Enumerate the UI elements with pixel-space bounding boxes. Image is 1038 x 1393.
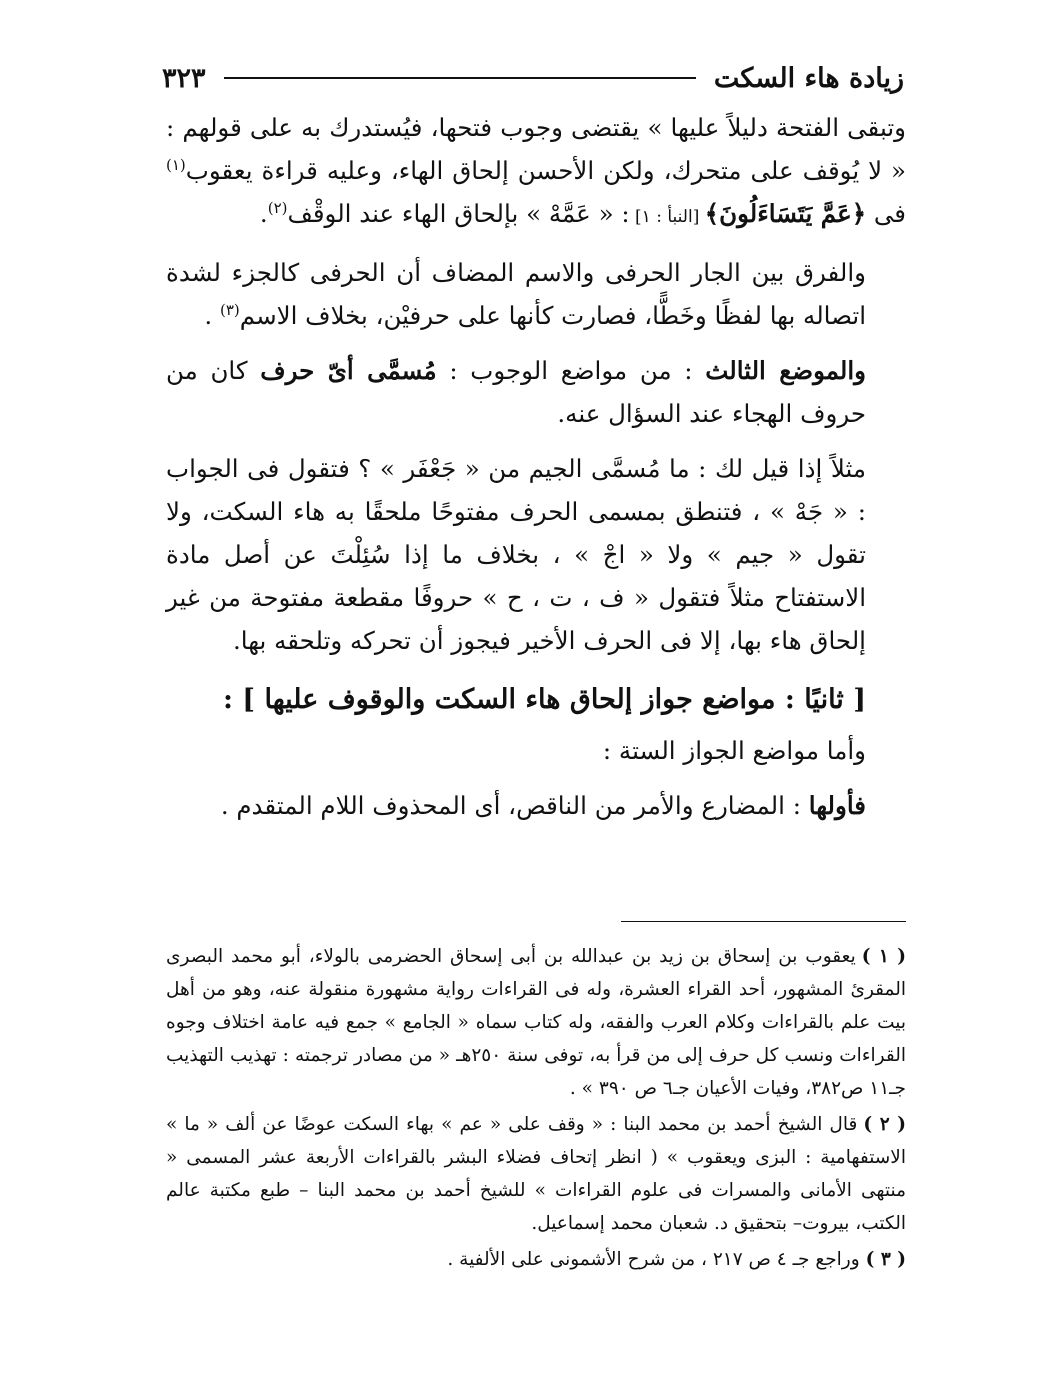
page-header [162,58,904,98]
running-head: زيادة هاء السكت [713,62,904,94]
footnote-ref-3[interactable]: (٣) [219,300,240,319]
footnote-ref-2[interactable]: (٢) [267,198,288,217]
footnote-1 [166,940,906,1105]
footnote-marker: ( ٢ ) [863,1114,906,1135]
paragraph-text: فى [866,199,906,228]
section-heading: [ ثانيًا : مواضع جواز إلحاق هاء السكت والوقوف عليها ] : [222,684,866,715]
paragraph-text: : « عَمَّهْ » بإلحاق الهاء عند الوقْف [287,199,630,228]
paragraph-text: مثلاً إذا قيل لك : ما مُسمَّى الجيم من « جَعْفَر » ؟ فتقول فى الجواب : « جَهْ » ، فتنطق بمسمى الحرف مفتوحًا ملحقًا به هاء السكت، ولا تقول « جيم » ولا « اجْ » ، بخلاف ما إذا سُئِلْتَ عن أصل مادة الاستفتاح مثلاً فتقول « ف ، ت ، ح » حروفًا مقطعة مفتوحة من غير إلحاق هاء بها، إلا فى الحرف الأخير فيجوز أن تحركه وتلحقه بها. [166,454,866,655]
paragraph-lead: والموضع الثالث [705,356,867,385]
footnote-3 [166,1243,906,1276]
verse-reference: [النبأ : ١] [629,207,705,227]
page-number: ٣٢٣ [162,62,206,94]
emphasis-text: مُسمَّى أىّ حرف [260,356,437,385]
paragraph-1 [166,106,906,239]
paragraph-3 [166,349,906,435]
footnote-2 [166,1108,906,1240]
quran-verse: ﴿عَمَّ يَتَسَاءَلُونَ﴾ [704,199,867,228]
paragraph-text: والفرق بين الجار الحرفى والاسم المضاف أن الحرفى كالجزء لشدة اتصاله بها لفظًا وخَطًّا، فصارت كأنها على حرفيْن، بخلاف الاسم [166,258,866,330]
paragraph-lead: فأولها [808,791,866,820]
paragraph-text: وتبقى الفتحة دليلاً عليها » يقتضى وجوب فتحها، فيُستدرك به على قولهم : « لا يُوقف على متحرك، ولكن الأحسن إلحاق الهاء، وعليه قراءة يعقوب [166,113,906,185]
footnote-text: يعقوب بن إسحاق بن زيد بن عبدالله بن أبى إسحاق الحضرمى بالولاء، أبو محمد البصرى المقرئ المشهور، أحد القراء العشرة، وله فى القراءات رواية مشهورة منقولة عنه، وهو من أهل بيت علم بالقراءات وكلام العرب والفقه، وله كتاب سماه « الجامع » جمع فيه عامة اختلاف وجوه القراءات ونسب كل حرف إلى من قرأ به، توفى سنة ٢٥٠هـ « من مصادر ترجمته : تهذيب التهذيب جـ١١ ص٣٨٢، وفيات الأعيان جـ٦ ص ٣٩٠ » . [166,946,906,1099]
paragraph-2 [166,251,906,337]
paragraph-text: . [259,199,268,228]
paragraph-text: : من مواضع الوجوب : [436,356,706,385]
footnote-marker: ( ١ ) [861,946,906,967]
footnote-marker: ( ٣ ) [865,1249,906,1270]
footnote-text: وراجع جـ ٤ ص ٢١٧ ، من شرح الأشمونى على الألفية . [447,1249,860,1270]
paragraph-6 [166,784,906,827]
paragraph-text: . [204,301,220,330]
paragraph-5 [166,729,906,772]
footnote-divider [621,921,906,922]
footnote-ref-1[interactable]: (١) [166,155,186,174]
footnotes [166,940,906,1279]
paragraph-text: : المضارع والأمر من الناقص، أى المحذوف اللام المتقدم . [220,791,809,820]
main-text [166,106,906,827]
paragraph-4 [166,447,906,662]
paragraph-text: كان من حروف الهجاء عند السؤال عنه. [166,356,866,428]
paragraph-text: وأما مواضع الجواز الستة : [602,736,866,765]
footnote-text: قال الشيخ أحمد بن محمد البنا : « وقف على « عم » بهاء السكت عوضًا عن ألف « ما » الاستفهامية : البزى ويعقوب » ( انظر إتحاف فضلاء البشر بالقراءات الأربعة عشر المسمى « منتهى الأمانى والمسرات فى علوم القراءات » للشيخ أحمد بن محمد البنا – طبع مكتبة عالم الكتب، بيروت– بتحقيق د. شعبان محمد إسماعيل. [166,1114,906,1234]
header-rule [224,77,696,79]
